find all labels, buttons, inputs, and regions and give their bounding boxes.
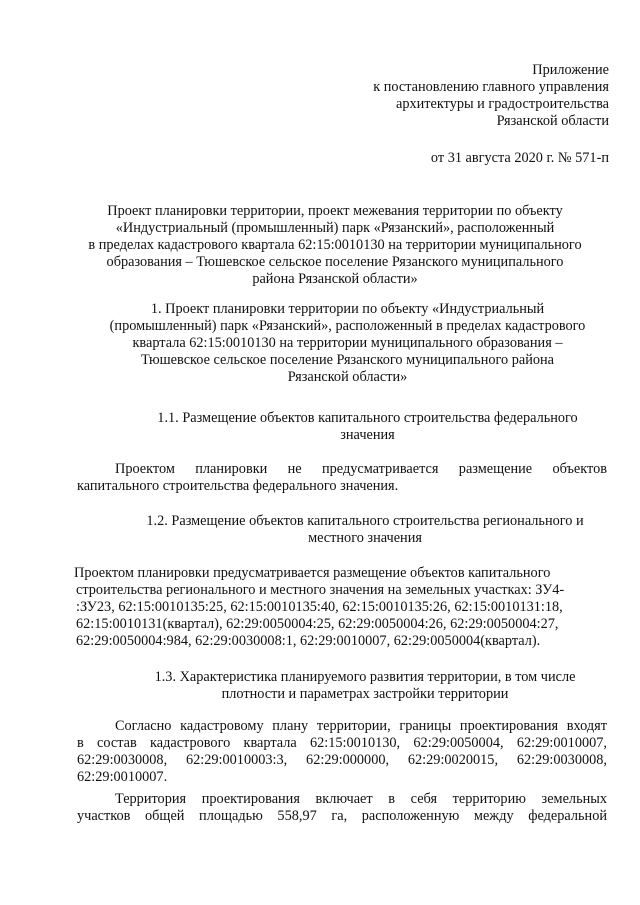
heading-line: 1.2. Размещение объектов капитального строительства регионального и — [146, 513, 584, 529]
title-line: района Рязанской области» — [252, 271, 418, 287]
section-1-1-heading — [140, 410, 595, 444]
title-line: в пределах кадастрового квартала 62:15:0010130 на территории муниципального — [88, 237, 582, 253]
section-1-2-paragraph — [76, 565, 611, 650]
title-line: образования – Тюшевское сельское поселение Рязанского муниципального — [106, 254, 564, 270]
heading-line: Рязанской области» — [287, 369, 408, 385]
approval-date: от 31 августа 2020 г. № 571-п — [430, 150, 609, 166]
paragraph-line: Проектом планировки предусматривается размещение объектов капитального — [74, 565, 551, 581]
section-1-3-heading — [120, 669, 610, 703]
approval-line: архитектуры и градостроительства — [395, 96, 609, 112]
heading-line: 1.1. Размещение объектов капитального строительства федерального — [157, 410, 578, 426]
paragraph-line: Территория проектирования включает в себя территорию земельных — [115, 791, 607, 807]
heading-line: 1. Проект планировки территории по объекту «Индустриальный — [150, 301, 545, 317]
paragraph-line: участков общей площадью 558,97 га, расположенную между федеральной — [77, 808, 607, 824]
paragraph-line: 62:15:0010131(квартал), 62:29:0050004:25, 62:29:0050004:26, 62:29:0050004:27, — [76, 616, 559, 632]
heading-line: 1.3. Характеристика планируемого развития территории, в том числе — [154, 669, 576, 685]
paragraph-line: 62:29:0050004:984, 62:29:0030008:1, 62:29:0010007, 62:29:0050004(квартал). — [76, 633, 541, 649]
paragraph-line: 62:29:0010007. — [77, 769, 168, 785]
paragraph-line: Проектом планировки не предусматривается размещение объектов — [115, 461, 607, 477]
approval-block — [373, 62, 609, 130]
section-1-3-paragraph-2 — [77, 791, 607, 825]
section-1-heading — [95, 301, 600, 386]
section-1-2-heading — [120, 513, 610, 547]
paragraph-line: 62:29:0030008, 62:29:0010003:3, 62:29:000000, 62:29:0020015, 62:29:0030008, — [77, 752, 607, 768]
heading-line: плотности и параметрах застройки территории — [221, 686, 509, 702]
approval-line: к постановлению главного управления — [373, 79, 609, 95]
title-line: «Индустриальный (промышленный) парк «Рязанский», расположенный — [115, 220, 555, 236]
paragraph-line: строительства регионального и местного значения на земельных участках: ЗУ4- — [76, 582, 565, 598]
approval-line: Рязанской области — [496, 113, 609, 129]
paragraph-line: капитального строительства федерального значения. — [77, 478, 399, 494]
section-1-3-paragraph-1 — [77, 718, 607, 786]
paragraph-line: в состав кадастрового квартала 62:15:0010130, 62:29:0050004, 62:29:0010007, — [77, 735, 607, 751]
heading-line: (промышленный) парк «Рязанский», расположенный в пределах кадастрового — [109, 318, 586, 334]
paragraph-line: :ЗУ23, 62:15:0010135:25, 62:15:0010135:40, 62:15:0010135:26, 62:15:0010131:18, — [76, 599, 563, 615]
section-1-1-paragraph — [77, 461, 607, 495]
title-line: Проект планировки территории, проект межевания территории по объекту — [107, 203, 563, 219]
heading-line: Тюшевское сельское поселение Рязанского муниципального района — [140, 352, 555, 368]
heading-line: местного значения — [308, 530, 422, 546]
heading-line: квартала 62:15:0010130 на территории муниципального образования – — [132, 335, 563, 351]
paragraph-line: Согласно кадастровому плану территории, границы проектирования входят — [115, 718, 607, 734]
approval-line: Приложение — [532, 62, 609, 78]
heading-line: значения — [340, 427, 395, 443]
document-title — [70, 203, 600, 288]
